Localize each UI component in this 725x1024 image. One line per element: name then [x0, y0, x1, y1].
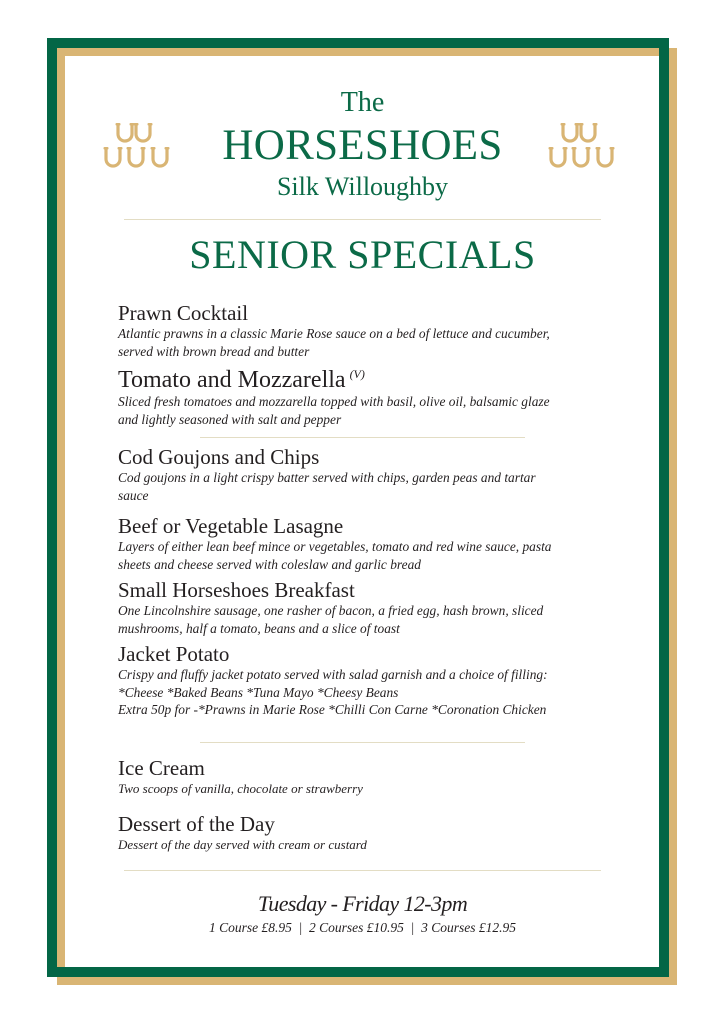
course-prices: 1 Course £8.95 | 2 Courses £10.95 | 3 Courses £12.95 — [208, 920, 517, 935]
item-desc: Cod goujons in a light crispy batter served with chips, garden peas and tartar — [118, 470, 536, 485]
menu-item — [118, 361, 618, 428]
item-desc: served with brown bread and butter — [118, 343, 310, 359]
item-name: Prawn Cocktail — [118, 301, 249, 325]
header-divider — [124, 219, 601, 220]
section-divider — [200, 742, 525, 743]
menu-item — [118, 301, 618, 360]
menu-item — [118, 812, 618, 854]
item-desc: *Cheese *Baked Beans *Tuna Mayo *Cheesy Beans — [118, 684, 399, 700]
menu-item — [118, 756, 618, 798]
item-desc: and lightly seasoned with salt and pepper — [118, 411, 342, 427]
service-days: Tuesday - Friday 12-3pm — [257, 891, 468, 916]
item-name: Jacket Potato — [118, 642, 230, 666]
header-the: The — [340, 87, 385, 118]
menu-title: SENIOR SPECIALS — [189, 232, 536, 277]
item-desc: sheets and cheese served with coleslaw and garlic bread — [118, 556, 421, 572]
item-desc: mushrooms, half a tomato, beans and a slice of toast — [118, 620, 400, 636]
item-desc: sauce — [118, 487, 149, 503]
vegetarian-badge: (V) — [349, 367, 365, 381]
item-desc: Two scoops of vanilla, chocolate or strawberry — [118, 781, 363, 796]
item-desc: Crispy and fluffy jacket potato served with salad garnish and a choice of filling: — [118, 667, 548, 682]
item-name: Small Horseshoes Breakfast — [118, 578, 355, 602]
menu-item — [118, 578, 618, 637]
item-name: Ice Cream — [118, 756, 205, 780]
item-name: Tomato and Mozzarella — [118, 367, 346, 393]
menu-item — [118, 642, 618, 719]
item-name-row — [118, 361, 618, 393]
section-divider — [200, 437, 525, 438]
item-desc: Atlantic prawns in a classic Marie Rose sauce on a bed of lettuce and cucumber, — [118, 326, 550, 341]
menu-item — [118, 514, 618, 573]
menu-item — [118, 445, 618, 504]
item-desc: Sliced fresh tomatoes and mozzarella topped with basil, olive oil, balsamic glaze — [118, 394, 550, 409]
item-desc: Extra 50p for -*Prawns in Marie Rose *Chilli Con Carne *Coronation Chicken — [118, 702, 547, 717]
item-desc: Dessert of the day served with cream or custard — [118, 837, 367, 852]
item-desc: One Lincolnshire sausage, one rasher of bacon, a fried egg, hash brown, sliced — [118, 603, 544, 618]
item-name: Cod Goujons and Chips — [118, 445, 320, 469]
item-name: Beef or Vegetable Lasagne — [118, 514, 344, 538]
footer-divider — [124, 870, 601, 871]
item-desc: Layers of either lean beef mince or vegetables, tomato and red wine sauce, pasta — [118, 539, 552, 554]
pub-name: HORSESHOES — [222, 122, 503, 169]
pub-location: Silk Willoughby — [276, 172, 449, 201]
item-name: Dessert of the Day — [118, 812, 275, 836]
